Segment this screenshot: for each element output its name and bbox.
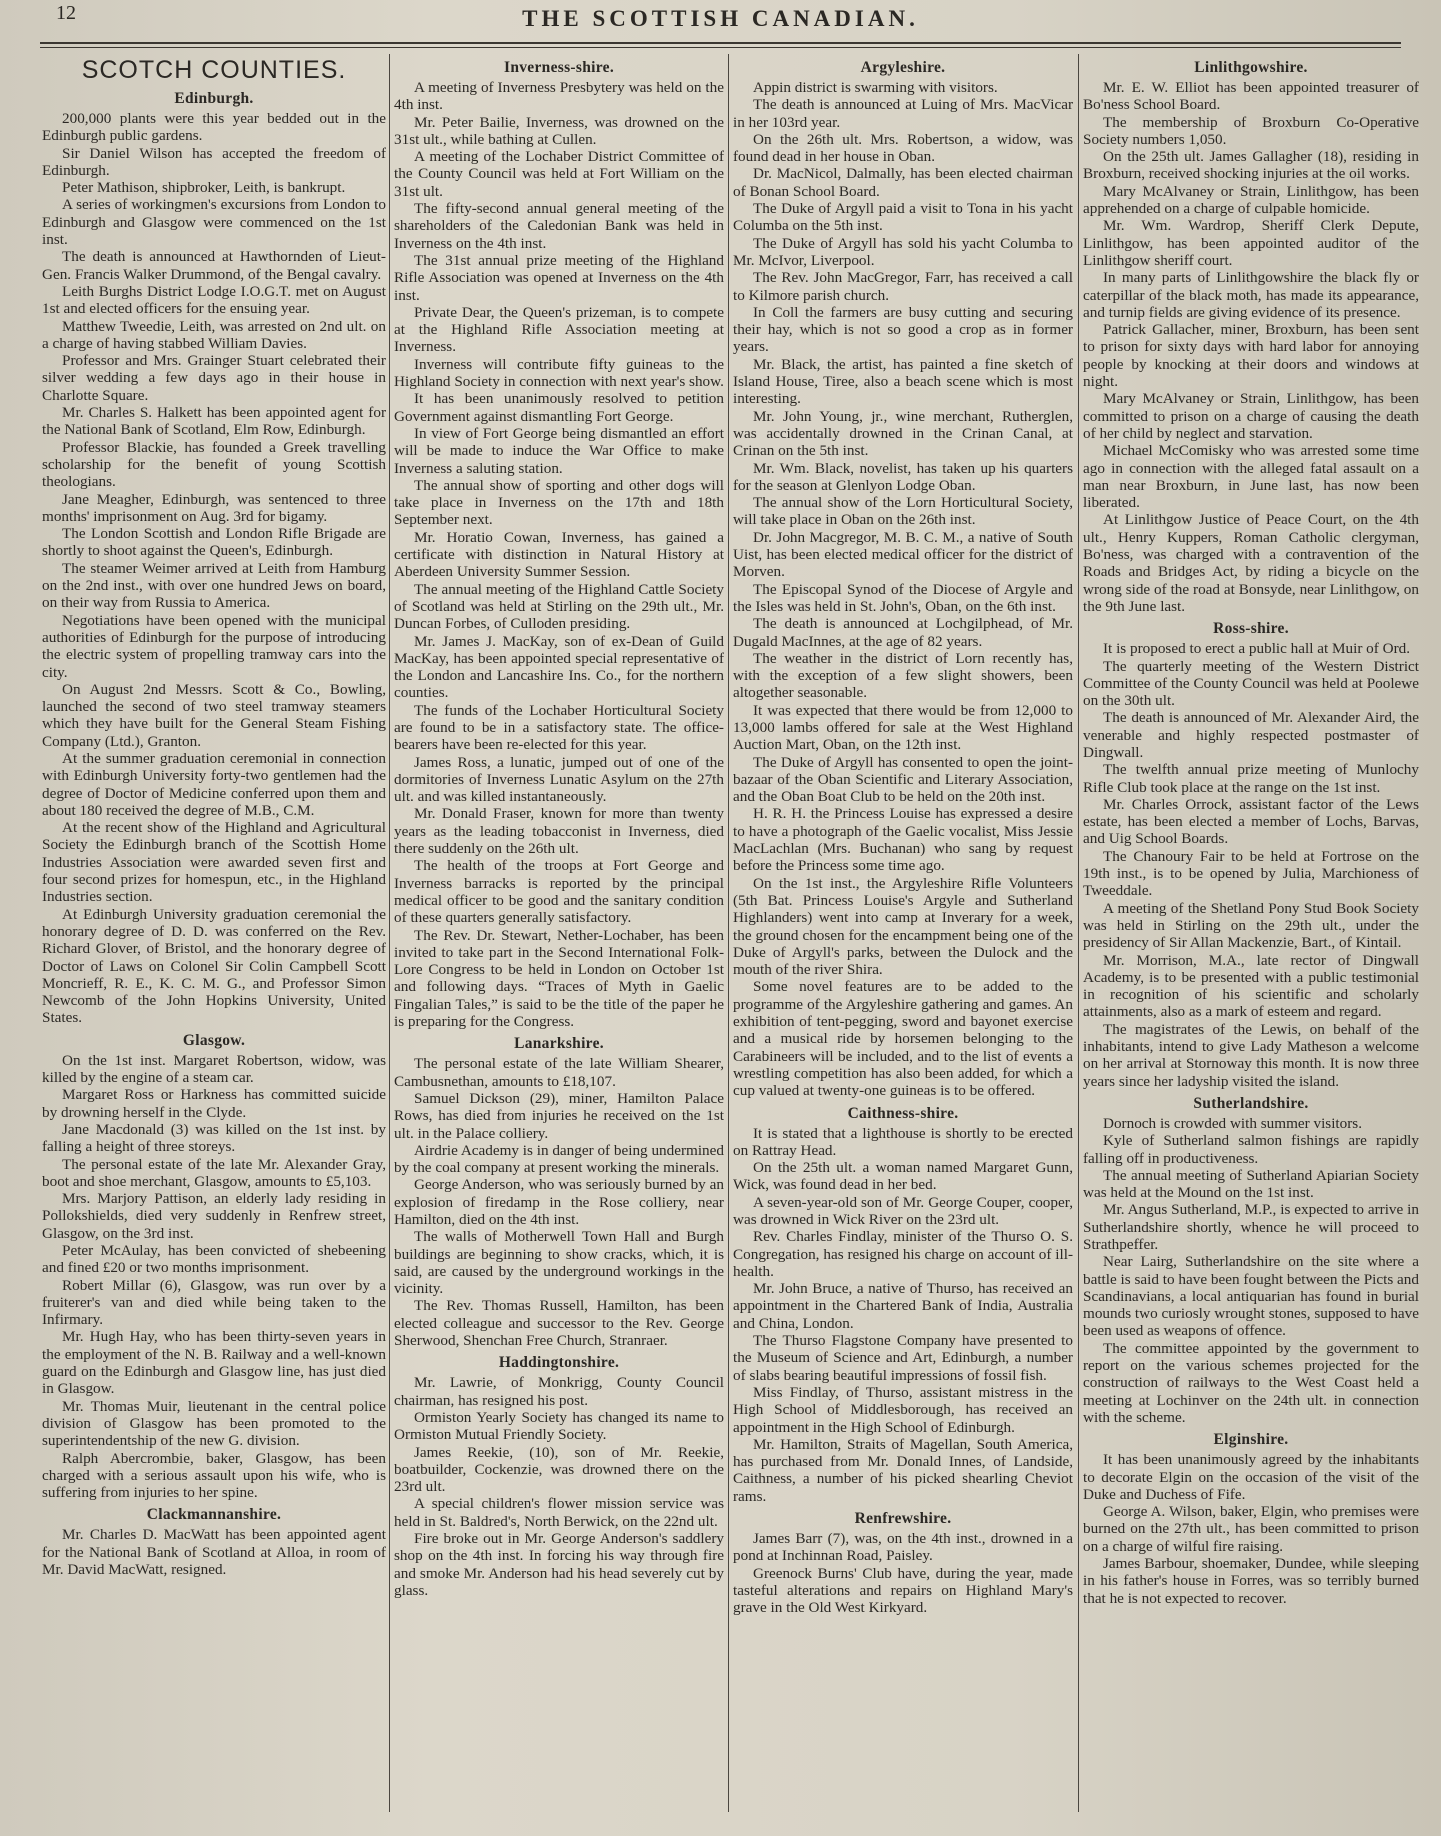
column-divider	[389, 54, 390, 1812]
news-item: The committee appointed by the government to report on the various schemes projected for the construction of railways to the West Coast held a meeting at Lochinver on the 24th ult. in connection with the scheme.	[1083, 1339, 1419, 1426]
news-item: Mr. Hamilton, Straits of Magellan, South America, has purchased from Mr. Donald Innes, of Landside, Caithness, a number of his picked shearling Cheviot rams.	[733, 1435, 1073, 1505]
news-item: 200,000 plants were this year bedded out in the Edinburgh public gardens.	[42, 110, 386, 145]
news-item: In Coll the farmers are busy cutting and securing their hay, which is not so good a crop as in former years.	[733, 303, 1073, 356]
news-item: Mr. Charles Orrock, assistant factor of the Lews estate, has been elected a member of Lochs, Barvas, and Uig School Boards.	[1083, 795, 1419, 848]
news-item: Near Lairg, Sutherlandshire on the site where a battle is said to have been fought between the Picts and Scandinavians, a local antiquarian has found in burial mounds two curiosly wrought stones, supposed to have been used as weapons of offence.	[1083, 1253, 1419, 1340]
news-item: It has been unanimously resolved to petition Government against dismantling Fort George.	[394, 390, 724, 425]
news-item: It was expected that there would be from 12,000 to 13,000 lambs offered for sale at the West Highland Auction Mart, Oban, on the 12th inst.	[733, 701, 1073, 754]
news-item: Rev. Charles Findlay, minister of the Thurso O. S. Congregation, has resigned his charge on account of ill-health.	[733, 1228, 1073, 1280]
news-item: The twelfth annual prize meeting of Munlochy Rifle Club took place at the range on the 1st inst.	[1083, 761, 1419, 796]
news-item: The Rev. Thomas Russell, Hamilton, has been elected colleague and successor to the Rev. George Sherwood, Shenchan Free Church, Stranraer.	[394, 1297, 724, 1350]
section-heading: Glasgow.	[182, 1031, 246, 1049]
news-item: Leith Burghs District Lodge I.O.G.T. met on August 1st and elected officers for the ensuing year.	[42, 282, 386, 318]
news-item: Mr. E. W. Elliot has been appointed treasurer of Bo'ness School Board.	[1083, 79, 1419, 114]
news-item: It is stated that a lighthouse is shortly to be erected on Rattray Head.	[733, 1124, 1073, 1159]
news-item: Some novel features are to be added to the programme of the Argyleshire gathering and games. An exhibition of tent-pegging, sword and bayonet exercise and a musical ride by horsemen belonging to the Carabineers will be included, and to the list of events a wrestling competition has also been added, for which a cup valued at twenty-one guineas is to be offered.	[733, 978, 1073, 1100]
news-item: Negotiations have been opened with the municipal authorities of Edinburgh for the purpose of introducing the electric system of propelling tramway cars into the city.	[42, 611, 386, 681]
page-number: 12	[56, 2, 76, 24]
news-item: The Chanoury Fair to be held at Fortrose on the 19th inst., is to be opened by Julia, Marchioness of Tweeddale.	[1083, 847, 1419, 900]
news-item: The Episcopal Synod of the Diocese of Argyle and the Isles was held in St. John's, Oban, on the 6th inst.	[733, 580, 1073, 615]
news-item: The death is announced of Mr. Alexander Aird, the venerable and highly respected postmaster of Dingwall.	[1083, 709, 1419, 761]
news-item: The death is announced at Luing of Mrs. MacVicar in her 103rd year.	[733, 96, 1073, 131]
news-item: Mr. Donald Fraser, known for more than twenty years as the leading tobacconist in Inverness, died there suddenly on the 26th ult.	[394, 805, 724, 858]
news-item: Mr. Charles D. MacWatt has been appointed agent for the National Bank of Scotland at Alloa, in room of Mr. David MacWatt, resigned.	[42, 1526, 386, 1579]
news-item: Inverness will contribute fifty guineas to the Highland Society in connection with next year's show.	[394, 355, 724, 391]
news-item: A series of workingmen's excursions from London to Edinburgh and Glasgow were commenced on the 1st inst.	[42, 196, 386, 249]
news-item: At the recent show of the Highland and Agricultural Society the Edinburgh branch of the Scottish Home Industries Association were awarded seven first and four second prizes for homespun, etc., in the Highland Industries section.	[42, 819, 386, 906]
section-heading: Inverness-shire.	[504, 59, 614, 76]
news-item: A meeting of the Lochaber District Committee of the County Council was held at Fort William on the 31st ult.	[394, 148, 724, 200]
column-2	[394, 54, 724, 1812]
news-item: Mr. Horatio Cowan, Inverness, has gained a certificate with distinction in Natural History at Aberdeen University Summer Session.	[394, 528, 724, 581]
masthead: THE SCOTTISH CANADIAN.	[522, 6, 919, 31]
column-3	[733, 54, 1073, 1812]
news-item: The membership of Broxburn Co-Operative Society numbers 1,050.	[1083, 113, 1419, 148]
news-item: A meeting of Inverness Presbytery was held on the 4th inst.	[394, 79, 724, 114]
news-item: Mary McAlvaney or Strain, Linlithgow, has been apprehended on a charge of culpable homicide.	[1083, 182, 1419, 218]
news-item: The death is announced at Hawthornden of Lieut-Gen. Francis Walker Drummond, of the Bengal cavalry.	[42, 248, 386, 283]
news-item: Mr. John Young, jr., wine merchant, Rutherglen, was accidentally drowned in the Crinan Canal, at Crinan on the 5th inst.	[733, 407, 1073, 460]
news-item: The health of the troops at Fort George and Inverness barracks is reported by the principal medical officer to be good and the sanitary condition of these quarters generally satisfactory.	[394, 857, 724, 927]
news-item: The death is announced at Lochgilphead, of Mr. Dugald MacInnes, at the age of 82 years.	[733, 615, 1073, 650]
news-item: Mr. Lawrie, of Monkrigg, County Council chairman, has resigned his post.	[394, 1374, 724, 1409]
news-item: A special children's flower mission service was held in St. Baldred's, North Berwick, on the 22nd ult.	[394, 1495, 724, 1530]
header-rule-thin	[40, 47, 1401, 48]
news-item: Mr. Thomas Muir, lieutenant in the central police division of Glasgow has been promoted to the superintendentship of the new G. division.	[42, 1397, 386, 1450]
news-item: Professor Blackie, has founded a Greek travelling scholarship for the benefit of young Scottish theologians.	[42, 438, 386, 491]
news-item: The Duke of Argyll has sold his yacht Columba to Mr. McIvor, Liverpool.	[733, 234, 1073, 269]
news-item: The Rev. John MacGregor, Farr, has received a call to Kilmore parish church.	[733, 269, 1073, 304]
news-item: Private Dear, the Queen's prizeman, is to compete at the Highland Rifle Association meeting at Inverness.	[394, 303, 724, 356]
news-item: It has been unanimously agreed by the inhabitants to decorate Elgin on the occasion of the visit of the Duke and Duchess of Fife.	[1083, 1451, 1419, 1503]
section-heading: Elginshire.	[1213, 1431, 1289, 1449]
news-item: Peter Mathison, shipbroker, Leith, is bankrupt.	[62, 179, 346, 197]
column-divider	[728, 54, 729, 1812]
news-item: Patrick Gallacher, miner, Broxburn, has been sent to prison for sixty days with hard labor for annoying people by knocking at their doors and windows at night.	[1083, 321, 1419, 391]
column-divider	[1078, 54, 1079, 1812]
news-item: The 31st annual prize meeting of the Highland Rifle Association was opened at Inverness on the 4th inst.	[394, 251, 724, 304]
news-item: Ormiston Yearly Society has changed its name to Ormiston Mutual Friendly Society.	[394, 1408, 724, 1444]
news-item: The Thurso Flagstone Company have presented to the Museum of Science and Art, Edinburgh, a number of slabs bearing beautiful impressions of fossil fish.	[733, 1332, 1073, 1384]
news-item: The steamer Weimer arrived at Leith from Hamburg on the 2nd inst., with over one hundred Jews on board, on their way from Russia to America.	[42, 559, 386, 612]
news-item: The Duke of Argyll has consented to open the joint-bazaar of the Oban Scientific and Literary Association, and the Oban Boat Club to be held on the 20th inst.	[733, 753, 1073, 806]
news-item: Greenock Burns' Club have, during the year, made tasteful alterations and repairs on Highland Mary's grave in the Old West Kirkyard.	[733, 1564, 1073, 1617]
news-item: Mr. James J. MacKay, son of ex-Dean of Guild MacKay, has been appointed special representative of the London and Lancashire Ins. Co., for the northern counties.	[394, 632, 724, 702]
news-item: The Rev. Dr. Stewart, Nether-Lochaber, has been invited to take part in the Second International Folk-Lore Congress to be held in London on October 1st and following days. “Traces of Myth in Gaelic Fingalian Tales,” is said to be the title of the paper he is preparing for the Congress.	[394, 926, 724, 1031]
news-item: The quarterly meeting of the Western District Committee of the County Council was held at Poolewe on the 30th ult.	[1083, 657, 1419, 710]
news-item: Samuel Dickson (29), miner, Hamilton Palace Rows, has died from injuries he received on the 1st ult. in the Palace colliery.	[394, 1089, 724, 1142]
news-item: The personal estate of the late William Shearer, Cambusnethan, amounts to £18,107.	[394, 1055, 724, 1090]
news-item: The annual meeting of Sutherland Apiarian Society was held at the Mound on the 1st inst.	[1083, 1166, 1419, 1202]
news-item: Kyle of Sutherland salmon fishings are rapidly falling off in productiveness.	[1083, 1132, 1419, 1167]
news-item: Mr. Charles S. Halkett has been appointed agent for the National Bank of Scotland, Elm Row, Edinburgh.	[42, 404, 386, 439]
news-item: On August 2nd Messrs. Scott & Co., Bowling, launched the second of two steel tramway steamers which they have built for the General Steam Fishing Company (Ltd.), Granton.	[42, 680, 386, 750]
news-item: A meeting of the Shetland Pony Stud Book Society was held in Stirling on the 29th ult., under the presidency of Sir Allan Mackenzie, Bart., of Kintail.	[1083, 899, 1419, 952]
news-item: The annual show of sporting and other dogs will take place in Inverness on the 17th and 18th September next.	[394, 476, 724, 529]
news-item: The London Scottish and London Rifle Brigade are shortly to shoot against the Queen's, Edinburgh.	[42, 525, 386, 560]
section-heading: Caithness-shire.	[847, 1104, 959, 1122]
news-item: A seven-year-old son of Mr. George Couper, cooper, was drowned in Wick River on the 23rd ult.	[733, 1193, 1073, 1228]
news-item: Mr. Peter Bailie, Inverness, was drowned on the 31st ult., while bathing at Cullen.	[394, 113, 724, 148]
section-heading: Haddingtonshire.	[498, 1354, 620, 1372]
news-item: George Anderson, who was seriously burned by an explosion of firedamp in the Rose colliery, near Hamilton, died on the 4th inst.	[394, 1176, 724, 1228]
news-item: Miss Findlay, of Thurso, assistant mistress in the High School of Middlesborough, has received an appointment in the High School of Edinburgh.	[733, 1383, 1073, 1436]
column-1	[42, 54, 386, 1812]
news-item: Jane Macdonald (3) was killed on the 1st inst. by falling a height of three storeys.	[42, 1120, 386, 1156]
news-item: Mr. Black, the artist, has painted a fine sketch of Island House, Tiree, also a beach scene which is most interesting.	[733, 355, 1073, 408]
news-item: James Reekie, (10), son of Mr. Reekie, boatbuilder, Cockenzie, was drowned there on the 23rd ult.	[394, 1443, 724, 1496]
news-item: James Ross, a lunatic, jumped out of one of the dormitories of Inverness Lunatic Asylum on the 27th ult. and was killed instantaneously.	[394, 753, 724, 806]
section-heading: Clackmannanshire.	[146, 1506, 282, 1524]
section-heading: Linlithgowshire.	[1194, 59, 1308, 76]
news-item: Fire broke out in Mr. George Anderson's saddlery shop on the 4th inst. In forcing his way through fire and smoke Mr. Anderson had his head severely cut by glass.	[394, 1530, 724, 1599]
column-4	[1083, 54, 1419, 1812]
news-item: On the 1st inst., the Argyleshire Rifle Volunteers (5th Bat. Princess Louise's Argyle and Sutherland Highlanders) went into camp at Inverary for a week, the ground chosen for the encampment being one of the Duke of Argyll's parks, between the Dulock and the mouth of the river Shira.	[733, 874, 1073, 979]
news-item: The funds of the Lochaber Horticultural Society are found to be in a satisfactory state. The office-bearers have been re-elected for this year.	[394, 701, 724, 754]
section-heading: Ross-shire.	[1213, 620, 1289, 638]
news-item: The walls of Motherwell Town Hall and Burgh buildings are beginning to show cracks, which, it is said, are caused by the underground workings in the vicinity.	[394, 1228, 724, 1298]
news-item: George A. Wilson, baker, Elgin, who premises were burned on the 27th ult., has been committed to prison on a charge of wilful fire raising.	[1083, 1503, 1419, 1555]
news-item: Mr. Wm. Wardrop, Sheriff Clerk Depute, Linlithgow, has been appointed auditor of the Linlithgow sheriff court.	[1083, 217, 1419, 269]
news-item: Mr. Wm. Black, novelist, has taken up his quarters for the season at Glenlyon Lodge Oban.	[733, 459, 1073, 494]
news-item: Mr. John Bruce, a native of Thurso, has received an appointment in the Chartered Bank of India, Australia and China, London.	[733, 1280, 1073, 1332]
news-item: Appin district is swarming with visitors.	[753, 79, 998, 96]
news-item: Margaret Ross or Harkness has committed suicide by drowning herself in the Clyde.	[42, 1086, 386, 1121]
news-item: At Linlithgow Justice of Peace Court, on the 4th ult., Henry Kuppers, Roman Catholic clergyman, Bo'ness, was charged with a contravention of the Roads and Bridges Act, by riding a bicycle on the wrong side of the road at Bonsyde, near Linlithgow, on the 9th June last.	[1083, 511, 1419, 615]
page-title: SCOTCH COUNTIES.	[81, 56, 347, 84]
news-item: The personal estate of the late Mr. Alexander Gray, boot and shoe merchant, Glasgow, amounts to £5,103.	[42, 1155, 386, 1190]
news-item: The fifty-second annual general meeting of the shareholders of the Caledonian Bank was held in Inverness on the 4th inst.	[394, 200, 724, 252]
news-item: At the summer graduation ceremonial in connection with Edinburgh University forty-two gentlemen had the degree of Doctor of Medicine conferred upon them and about 180 received the degree of M.B., C.M.	[42, 749, 386, 819]
news-item: James Barbour, shoemaker, Dundee, while sleeping in his father's house in Forres, was so terribly burned that he is not expected to recover.	[1083, 1555, 1419, 1607]
news-item: H. R. H. the Princess Louise has expressed a desire to have a photograph of the Gaelic vocalist, Miss Jessie MacLachlan (Mrs. Buchanan) who sang by request before the Princess some time ago.	[733, 805, 1073, 875]
news-item: In many parts of Linlithgowshire the black fly or caterpillar of the black moth, has made its appearance, and turnip fields are giving evidence of its presence.	[1083, 269, 1419, 321]
news-item: In view of Fort George being dismantled an effort will be made to induce the War Office to make Inverness a saluting station.	[394, 424, 724, 477]
news-item: The annual meeting of the Highland Cattle Society of Scotland was held at Stirling on the 29th ult., Mr. Duncan Forbes, of Culloden presiding.	[394, 580, 724, 633]
header-rule	[40, 42, 1401, 44]
news-item: Mr. Hugh Hay, who has been thirty-seven years in the employment of the N. B. Railway and a well-known guard on the Edinburgh and Glasgow line, has just died in Glasgow.	[42, 1328, 386, 1398]
news-item: It is proposed to erect a public hall at Muir of Ord.	[1103, 640, 1411, 658]
news-item: Michael McComisky who was arrested some time ago in connection with the alleged fatal assault on a man near Broxburn, in June last, has now been liberated.	[1083, 442, 1419, 512]
news-item: The Duke of Argyll paid a visit to Tona in his yacht Columba on the 5th inst.	[733, 200, 1073, 235]
news-item: The magistrates of the Lewis, on behalf of the inhabitants, intend to give Lady Matheson a welcome on her arrival at Stornoway this month. It is now three years since her ladyship visited the island.	[1083, 1020, 1419, 1090]
news-item: Peter McAulay, has been convicted of shebeening and fined £20 or two months imprisonment.	[42, 1242, 386, 1277]
section-heading: Edinburgh.	[174, 90, 254, 107]
news-item: The annual show of the Lorn Horticultural Society, will take place in Oban on the 26th inst.	[733, 494, 1073, 529]
section-heading: Renfrewshire.	[854, 1510, 952, 1528]
news-item: At Edinburgh University graduation ceremonial the honorary degree of D. D. was conferred on the Rev. Richard Glover, of Bristol, and the honorary degree of Doctor of Laws on Colonel Sir Colin Campbell Scott Moncrieff, R. E., K. C. M. G., and Professor Simon Newcomb of the John Hopkins University, United States.	[42, 905, 386, 1027]
news-item: Mrs. Marjory Pattison, an elderly lady residing in Pollokshields, died very suddenly in Renfrew street, Glasgow, on the 3rd inst.	[42, 1190, 386, 1242]
section-heading: Sutherlandshire.	[1193, 1094, 1309, 1112]
news-item: Dr. MacNicol, Dalmally, has been elected chairman of Bonan School Board.	[733, 165, 1073, 200]
news-item: Jane Meagher, Edinburgh, was sentenced to three months' imprisonment on Aug. 3rd for bigamy.	[42, 490, 386, 525]
news-item: Mr. Angus Sutherland, M.P., is expected to arrive in Sutherlandshire shortly, whence he will proceed to Strathpeffer.	[1083, 1201, 1419, 1253]
news-item: Ralph Abercrombie, baker, Glasgow, has been charged with a serious assault upon his wife, who is suffering from injuries to her spine.	[42, 1449, 386, 1502]
news-item: James Barr (7), was, on the 4th inst., drowned in a pond at Inchinnan Road, Paisley.	[733, 1530, 1073, 1565]
page-header	[40, 6, 1401, 42]
news-item: Professor and Mrs. Grainger Stuart celebrated their silver wedding a few days ago in their house in Charlotte Square.	[42, 352, 386, 404]
news-item: On the 25th ult. a woman named Margaret Gunn, Wick, was found dead in her bed.	[733, 1159, 1073, 1194]
section-heading: Argyleshire.	[860, 59, 946, 76]
news-item: Matthew Tweedie, Leith, was arrested on 2nd ult. on a charge of having stabbed William Davies.	[42, 317, 386, 352]
news-item: On the 26th ult. Mrs. Robertson, a widow, was found dead in her house in Oban.	[733, 130, 1073, 166]
news-item: Mary McAlvaney or Strain, Linlithgow, has been committed to prison on a charge of causing the death of her child by neglect and starvation.	[1083, 390, 1419, 442]
section-heading: Lanarkshire.	[514, 1035, 604, 1053]
news-item: Airdrie Academy is in danger of being undermined by the coal company at present working the minerals.	[394, 1141, 724, 1177]
news-item: The weather in the district of Lorn recently has, with the exception of a few slight showers, been altogether seasonable.	[733, 649, 1073, 702]
news-item: Robert Millar (6), Glasgow, was run over by a fruiterer's van and died while being taken to the Infirmary.	[42, 1276, 386, 1329]
news-item: Dr. John Macgregor, M. B. C. M., a native of South Uist, has been elected medical officer for the district of Morven.	[733, 528, 1073, 581]
news-item: Dornoch is crowded with summer visitors.	[1103, 1114, 1362, 1132]
news-item: On the 25th ult. James Gallagher (18), residing in Broxburn, received shocking injuries at the oil works.	[1083, 148, 1419, 183]
news-item: Sir Daniel Wilson has accepted the freedom of Edinburgh.	[42, 144, 386, 179]
news-item: Mr. Morrison, M.A., late rector of Dingwall Academy, is to be presented with a public testimonial in recognition of his scientific and scholarly attainments, also as a mark of esteem and regard.	[1083, 951, 1419, 1021]
news-item: On the 1st inst. Margaret Robertson, widow, was killed by the engine of a steam car.	[42, 1051, 386, 1087]
